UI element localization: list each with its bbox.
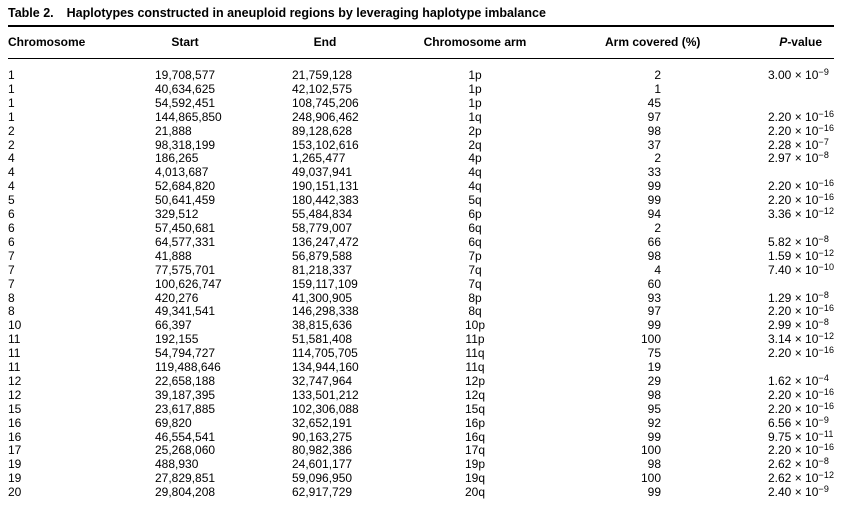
cell-end: 55,484,834: [292, 207, 353, 222]
p-value-exponent: −16: [818, 303, 835, 314]
cell-start: 100,626,747: [155, 276, 222, 291]
cell-chromosome: 1: [8, 109, 15, 124]
cell-p-value: $2.62 \times 10^{-12}$: [768, 470, 835, 486]
table-row: [8, 83, 834, 97]
cell-start: 49,341,541: [155, 304, 216, 319]
cell-chromosome: 7: [8, 248, 15, 263]
table-row: [8, 194, 834, 208]
cell-chromosome-arm: 6q: [468, 234, 482, 249]
p-value-exponent: −10: [818, 261, 835, 272]
cell-chromosome-arm: 8p: [468, 290, 482, 305]
cell-chromosome: 20: [8, 485, 22, 500]
cell-p-value: $2.20 \times 10^{-16}$: [768, 192, 835, 208]
cell-end: 24,601,177: [292, 457, 353, 472]
p-value-exponent: −9: [818, 67, 830, 77]
cell-end: 134,944,160: [292, 360, 359, 375]
cell-end: 51,581,408: [292, 332, 353, 347]
p-value-exponent: −8: [818, 150, 830, 161]
cell-chromosome-arm: 4q: [468, 165, 482, 180]
cell-end: 58,779,007: [292, 220, 353, 235]
cell-arm-covered: 2: [654, 220, 661, 235]
cell-chromosome: 7: [8, 276, 15, 291]
column-header-chromosome: Chromosome: [8, 26, 110, 59]
table-row: [8, 222, 834, 236]
cell-chromosome-arm: 12q: [464, 387, 486, 402]
cell-chromosome-arm: 2q: [468, 137, 482, 152]
cell-arm-covered: 98: [647, 123, 661, 138]
cell-arm-covered: 100: [640, 332, 661, 347]
cell-chromosome-arm: 4p: [468, 151, 482, 166]
cell-start: 64,577,331: [155, 234, 216, 249]
p-value-exponent: −16: [818, 178, 835, 189]
cell-p-value: $2.62 \times 10^{-8}$: [768, 456, 830, 472]
cell-chromosome-arm: 8q: [468, 304, 482, 319]
cell-chromosome: 11: [8, 346, 21, 361]
cell-chromosome-arm: 15q: [464, 401, 486, 416]
cell-p-value: $3.00 \times 10^{-9}$: [768, 67, 830, 82]
cell-start: 54,794,727: [155, 346, 216, 361]
cell-chromosome: 12: [8, 387, 22, 402]
cell-end: 133,501,212: [292, 387, 359, 402]
cell-start: 41,888: [155, 248, 192, 263]
cell-end: 81,218,337: [292, 262, 353, 277]
p-value-exponent: −4: [818, 372, 830, 383]
cell-end: 41,300,905: [292, 290, 353, 305]
table-row: [8, 208, 834, 222]
table-header-row: [8, 26, 834, 59]
cell-arm-covered: 33: [647, 165, 661, 180]
haplotypes-table: [8, 25, 834, 500]
cell-arm-covered: 60: [647, 276, 661, 291]
cell-p-value: $2.40 \times 10^{-9}$: [768, 484, 830, 500]
cell-end: 56,879,588: [292, 248, 353, 263]
table-row: [8, 97, 834, 111]
table-row: [8, 375, 834, 389]
cell-chromosome: 4: [8, 165, 15, 180]
table-row: [8, 125, 834, 139]
cell-start: 23,617,885: [155, 401, 216, 416]
table-row: [8, 458, 834, 472]
cell-chromosome-arm: 6p: [468, 207, 482, 222]
cell-end: 159,117,109: [292, 276, 358, 291]
cell-end: 108,745,206: [292, 95, 359, 110]
cell-arm-covered: 99: [647, 429, 661, 444]
p-value-exponent: −16: [818, 345, 835, 356]
cell-start: 27,829,851: [155, 471, 216, 486]
column-header-end: End: [260, 26, 390, 59]
cell-arm-covered: 45: [647, 95, 661, 110]
cell-chromosome: 19: [8, 457, 22, 472]
column-header-chromosome-arm: Chromosome arm: [390, 26, 560, 59]
cell-chromosome-arm: 1q: [468, 109, 482, 124]
table-row: [8, 180, 834, 194]
cell-arm-covered: 19: [647, 360, 661, 375]
cell-chromosome: 5: [8, 193, 15, 208]
cell-chromosome: 7: [8, 262, 15, 277]
cell-chromosome: 10: [8, 318, 22, 333]
cell-start: 69,820: [155, 415, 192, 430]
table-row: [8, 111, 834, 125]
cell-end: 190,151,131: [292, 179, 359, 194]
cell-end: 80,982,386: [292, 443, 353, 458]
cell-start: 21,888: [155, 123, 192, 138]
cell-p-value: $2.20 \times 10^{-16}$: [768, 303, 835, 319]
p-value-exponent: −8: [818, 456, 830, 467]
cell-arm-covered: 94: [647, 207, 661, 222]
cell-p-value: [700, 97, 834, 111]
cell-p-value: $3.14 \times 10^{-12}$: [768, 331, 835, 347]
p-value-exponent: −16: [818, 442, 835, 453]
table-row: [8, 305, 834, 319]
cell-chromosome: 4: [8, 151, 15, 166]
cell-p-value: $9.75 \times 10^{-11}$: [768, 428, 834, 444]
p-value-exponent: −8: [818, 233, 830, 244]
cell-p-value: $2.20 \times 10^{-16}$: [768, 122, 835, 138]
cell-p-value: $1.62 \times 10^{-4}$: [768, 372, 830, 388]
cell-chromosome-arm: 17q: [464, 443, 486, 458]
cell-chromosome: 6: [8, 234, 15, 249]
table-row: [8, 166, 834, 180]
cell-end: 32,652,191: [292, 415, 353, 430]
cell-chromosome: 16: [8, 415, 22, 430]
cell-arm-covered: 97: [647, 304, 661, 319]
cell-chromosome: 1: [8, 68, 15, 82]
p-value-exponent: −8: [818, 289, 830, 300]
cell-arm-covered: 93: [647, 290, 661, 305]
cell-chromosome-arm: 12p: [464, 373, 486, 388]
cell-chromosome-arm: 16p: [464, 415, 486, 430]
cell-p-value: $2.20 \times 10^{-16}$: [768, 442, 835, 458]
table-row: [8, 319, 834, 333]
cell-chromosome-arm: 19p: [464, 457, 486, 472]
cell-end: 32,747,964: [292, 373, 353, 388]
cell-p-value: $2.20 \times 10^{-16}$: [768, 400, 835, 416]
cell-end: 146,298,338: [292, 304, 359, 319]
cell-arm-covered: 100: [640, 471, 661, 486]
table-caption-text: Haplotypes constructed in aneuploid regions by leveraging haplotype imbalance: [66, 6, 546, 20]
table-row: [8, 250, 834, 264]
cell-chromosome-arm: 2p: [468, 123, 482, 138]
cell-end: 180,442,383: [292, 193, 359, 208]
cell-end: 136,247,472: [292, 234, 359, 249]
cell-start: 66,397: [155, 318, 192, 333]
column-header-p-value: [700, 26, 834, 59]
cell-chromosome: 6: [8, 220, 15, 235]
cell-arm-covered: 95: [647, 401, 661, 416]
cell-chromosome: 4: [8, 179, 15, 194]
cell-chromosome-arm: 20q: [464, 485, 486, 500]
p-value-exponent: −8: [818, 317, 830, 328]
cell-arm-covered: 1: [654, 81, 661, 96]
cell-end: 1,265,477: [292, 151, 346, 166]
cell-start: 39,187,395: [155, 387, 216, 402]
cell-arm-covered: 99: [647, 179, 661, 194]
cell-chromosome-arm: 11q: [465, 346, 485, 361]
cell-p-value: $1.29 \times 10^{-8}$: [768, 289, 830, 305]
cell-start: 29,804,208: [155, 485, 216, 500]
cell-start: 52,684,820: [155, 179, 216, 194]
p-value-exponent: −16: [818, 386, 835, 397]
cell-chromosome: 19: [8, 471, 22, 486]
table-row: [8, 152, 834, 166]
cell-arm-covered: 97: [647, 109, 661, 124]
cell-start: 19,708,577: [155, 68, 216, 82]
cell-arm-covered: 29: [647, 373, 661, 388]
cell-arm-covered: 2: [654, 151, 661, 166]
cell-p-value: [700, 83, 834, 97]
cell-end: 153,102,616: [292, 137, 359, 152]
cell-p-value: $2.28 \times 10^{-7}$: [768, 136, 830, 152]
cell-arm-covered: 4: [654, 262, 661, 277]
cell-arm-covered: 92: [647, 415, 661, 430]
cell-start: 22,658,188: [155, 373, 216, 388]
cell-chromosome: 11: [8, 332, 21, 347]
cell-start: 25,268,060: [155, 443, 216, 458]
table-row: [8, 236, 834, 250]
table-row: [8, 292, 834, 306]
cell-chromosome: 12: [8, 373, 22, 388]
cell-start: 420,276: [155, 290, 199, 305]
table-row: [8, 347, 834, 361]
p-value-exponent: −11: [818, 428, 834, 439]
cell-start: 98,318,199: [155, 137, 216, 152]
cell-chromosome-arm: 1p: [468, 68, 482, 82]
cell-arm-covered: 98: [647, 248, 661, 263]
cell-p-value: $1.59 \times 10^{-12}$: [768, 247, 835, 263]
cell-end: 89,128,628: [292, 123, 353, 138]
table-row: [8, 139, 834, 153]
cell-arm-covered: 2: [654, 68, 661, 82]
cell-end: 38,815,636: [292, 318, 353, 333]
cell-chromosome-arm: 16q: [464, 429, 486, 444]
cell-end: 42,102,575: [292, 81, 353, 96]
cell-chromosome: 6: [8, 207, 15, 222]
cell-arm-covered: 75: [647, 346, 661, 361]
cell-p-value: $2.97 \times 10^{-8}$: [768, 150, 830, 166]
cell-chromosome: 8: [8, 304, 15, 319]
table-row: [8, 264, 834, 278]
cell-chromosome: 2: [8, 137, 15, 152]
cell-arm-covered: 98: [647, 387, 661, 402]
cell-chromosome: 16: [8, 429, 22, 444]
cell-arm-covered: 99: [647, 485, 661, 500]
p-value-exponent: −9: [818, 484, 830, 495]
table-row: [8, 389, 834, 403]
cell-p-value: [700, 361, 834, 375]
cell-arm-covered: 99: [647, 193, 661, 208]
cell-p-value: $2.20 \times 10^{-16}$: [768, 345, 835, 361]
table-caption: [8, 5, 834, 21]
cell-chromosome-arm: 1p: [468, 95, 482, 110]
cell-p-value: $7.40 \times 10^{-10}$: [768, 261, 835, 277]
cell-chromosome: 11: [8, 360, 21, 375]
table-row: [8, 333, 834, 347]
cell-p-value: $2.20 \times 10^{-16}$: [768, 108, 835, 124]
cell-chromosome-arm: 10p: [464, 318, 486, 333]
cell-arm-covered: 100: [640, 443, 661, 458]
cell-chromosome-arm: 7q: [468, 276, 482, 291]
table-header: [8, 26, 834, 59]
cell-chromosome-arm: 11p: [465, 332, 485, 347]
cell-start: 119,488,646: [155, 360, 221, 375]
cell-arm-covered: 37: [647, 137, 661, 152]
p-value-exponent: −16: [818, 192, 835, 203]
cell-p-value: [700, 222, 834, 236]
cell-end: 59,096,950: [292, 471, 353, 486]
cell-start: 57,450,681: [155, 220, 216, 235]
p-value-exponent: −12: [818, 206, 835, 217]
cell-chromosome: 1: [8, 81, 15, 96]
cell-end: 49,037,941: [292, 165, 353, 180]
cell-end: 90,163,275: [292, 429, 353, 444]
cell-chromosome-arm: 7p: [468, 248, 482, 263]
cell-p-value: $2.99 \times 10^{-8}$: [768, 317, 830, 333]
cell-p-value: $6.56 \times 10^{-9}$: [768, 414, 830, 430]
cell-chromosome-arm: 4q: [468, 179, 482, 194]
table-row: [8, 417, 834, 431]
table-row: [8, 403, 834, 417]
cell-chromosome-arm: 6q: [468, 220, 482, 235]
cell-p-value: $5.82 \times 10^{-8}$: [768, 233, 830, 249]
cell-p-value: $2.20 \times 10^{-16}$: [768, 178, 835, 194]
cell-start: 50,641,459: [155, 193, 216, 208]
cell-end: 62,917,729: [292, 485, 353, 500]
p-value-rest: -value: [787, 35, 822, 49]
cell-chromosome-arm: 11q: [465, 360, 485, 375]
cell-start: 329,512: [155, 207, 199, 222]
table-row: [8, 59, 834, 83]
cell-arm-covered: 98: [647, 457, 661, 472]
table-row: [8, 444, 834, 458]
cell-chromosome: 15: [8, 401, 22, 416]
p-value-exponent: −16: [818, 122, 835, 133]
cell-chromosome-arm: 7q: [468, 262, 482, 277]
p-value-exponent: −12: [818, 247, 835, 258]
table-row: [8, 278, 834, 292]
cell-p-value: $2.20 \times 10^{-16}$: [768, 386, 835, 402]
column-header-arm-covered: Arm covered (%): [560, 26, 700, 59]
p-value-exponent: −12: [818, 331, 835, 342]
cell-end: 21,759,128: [292, 68, 353, 82]
p-value-exponent: −16: [818, 108, 835, 119]
table-row: [8, 361, 834, 375]
cell-chromosome: 8: [8, 290, 15, 305]
p-value-exponent: −7: [818, 136, 830, 147]
cell-chromosome: 1: [8, 95, 15, 110]
p-value-exponent: −16: [818, 400, 835, 411]
table-row: [8, 486, 834, 500]
table-row: [8, 431, 834, 445]
p-value-italic-p: P: [779, 35, 788, 49]
cell-start: 77,575,701: [155, 262, 216, 277]
cell-chromosome-arm: 1p: [468, 81, 482, 96]
cell-start: 46,554,541: [155, 429, 216, 444]
p-value-exponent: −12: [818, 470, 835, 481]
cell-arm-covered: 66: [647, 234, 661, 249]
cell-arm-covered: 99: [647, 318, 661, 333]
cell-start: 186,265: [155, 151, 199, 166]
cell-start: 54,592,451: [155, 95, 216, 110]
cell-end: 248,906,462: [292, 109, 359, 124]
p-value-exponent: −9: [818, 414, 830, 425]
table-row: [8, 472, 834, 486]
cell-end: 102,306,088: [292, 401, 359, 416]
cell-chromosome-arm: 19q: [464, 471, 486, 486]
cell-start: 4,013,687: [155, 165, 209, 180]
table-body: [8, 59, 834, 501]
cell-start: 488,930: [155, 457, 199, 472]
cell-start: 144,865,850: [155, 109, 222, 124]
cell-p-value: $3.36 \times 10^{-12}$: [768, 206, 835, 222]
table-number-label: Table 2.: [8, 6, 54, 20]
cell-start: 192,155: [155, 332, 199, 347]
cell-chromosome: 2: [8, 123, 15, 138]
cell-end: 114,705,705: [292, 346, 358, 361]
cell-p-value: [700, 278, 834, 292]
cell-start: 40,634,625: [155, 81, 216, 96]
cell-chromosome-arm: 5q: [468, 193, 482, 208]
column-header-start: Start: [110, 26, 260, 59]
cell-chromosome: 17: [8, 443, 22, 458]
